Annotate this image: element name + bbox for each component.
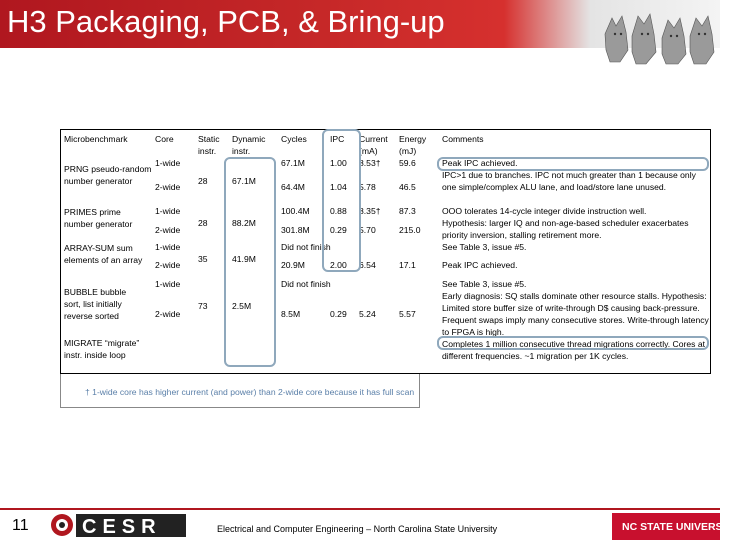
row-core: 1-wide [155, 242, 181, 252]
header-energy: Energy (mJ) [399, 134, 427, 156]
header-static: Static instr. [198, 134, 220, 156]
row-current: 5.70 [359, 225, 376, 235]
row-current: 6.54 [359, 260, 376, 270]
row-energy: 215.0 [399, 225, 421, 235]
row-current: 8.35† [359, 206, 381, 216]
footer-institution: Electrical and Computer Engineering – North Carolina State University [217, 524, 498, 534]
row-current: 5.78 [359, 182, 376, 192]
row-comments: OOO tolerates 14-cycle integer divide instruction well. [442, 206, 647, 216]
peak-ipc-highlight [437, 157, 709, 171]
row-cycles: 301.8M [281, 225, 310, 235]
footer-divider [0, 508, 720, 510]
header-current: Current (mA) [359, 134, 388, 156]
row-core: 1-wide [155, 158, 181, 168]
row-ipc: 2.00 [330, 260, 347, 270]
row-comments: See Table 3, issue #5. [442, 242, 527, 252]
row-static: 28 [198, 218, 208, 228]
row-dynamic: 2.5M [232, 301, 252, 311]
row-dynamic: 88.2M [232, 218, 256, 228]
migrate-highlight [437, 336, 709, 350]
cesr-logo [46, 511, 186, 539]
header-comments: Comments [442, 134, 484, 144]
row-comments: Hypothesis: larger IQ and non-age-based scheduler exacerbates priority inversion, stalling retirement more. [442, 218, 689, 240]
row-core: 1-wide [155, 206, 181, 216]
row-current: 8.53† [359, 158, 381, 168]
row-energy: 59.6 [399, 158, 416, 168]
row-dynamic: 67.1M [232, 176, 256, 186]
row-core: 2-wide [155, 182, 181, 192]
row-ipc: 1.04 [330, 182, 347, 192]
page-number: 11 [12, 517, 29, 534]
row-static: 28 [198, 176, 208, 186]
ncsu-logo: NC STATE UNIVERSITY [612, 513, 720, 540]
row-dynamic: 41.9M [232, 254, 256, 264]
slide-title: H3 Packaging, PCB, & Bring-up [7, 4, 445, 39]
header-core: Core [155, 134, 174, 144]
cesr-logo-text: CESR [82, 516, 162, 538]
row-ipc: 0.88 [330, 206, 347, 216]
row-core: 2-wide [155, 260, 181, 270]
row-ipc: 0.29 [330, 225, 347, 235]
footnote-box [60, 374, 420, 408]
row-static: 73 [198, 301, 208, 311]
row-comments: Completes 1 million consecutive thread migrations correctly. Cores at different frequencies. ~1 migration per 1K cycles. [442, 339, 706, 361]
row-cycles: 67.1M [281, 158, 305, 168]
row-comments: See Table 3, issue #5. [442, 279, 527, 289]
row-cycles: Did not finish [281, 242, 331, 252]
row-ipc: 1.00 [330, 158, 347, 168]
wolf-pack-logo [600, 4, 718, 64]
row-core: 2-wide [155, 309, 181, 319]
row-static: 35 [198, 254, 208, 264]
row-cycles: 64.4M [281, 182, 305, 192]
benchmark-migrate: MIGRATE “migrate” instr. inside loop [64, 338, 140, 360]
benchmark-prng: PRNG pseudo-random number generator [64, 164, 152, 186]
row-core: 1-wide [155, 279, 181, 289]
ipc-highlight [322, 129, 361, 272]
row-cycles: 20.9M [281, 260, 305, 270]
row-comments: Peak IPC achieved. [442, 260, 518, 270]
benchmark-primes: PRIMES prime number generator [64, 207, 133, 229]
row-energy: 46.5 [399, 182, 416, 192]
footnote-text: † 1-wide core has higher current (and power) than 2-wide core because it has full scan [85, 387, 415, 397]
header-cycles: Cycles [281, 134, 307, 144]
row-comments: IPC>1 due to branches. IPC not much greater than 1 because only one simple/complex ALU lane, and load/store lane unused. [442, 170, 696, 192]
row-cycles: Did not finish [281, 279, 331, 289]
row-energy: 5.57 [399, 309, 416, 319]
header-ipc: IPC [330, 134, 345, 144]
row-cycles: 100.4M [281, 206, 310, 216]
dynamic-instr-highlight [224, 157, 276, 367]
row-comments: Peak IPC achieved. [442, 158, 518, 168]
row-energy: 17.1 [399, 260, 416, 270]
row-comments: Early diagnosis: SQ stalls dominate other resource stalls. Hypothesis: Limited store buffer size of write-through D$ causing back-pressure. Frequent swaps imply many consecutive stores. Write-through latency to FPGA is high. [442, 291, 709, 337]
row-current: 5.24 [359, 309, 376, 319]
benchmark-bubble: BUBBLE bubble sort, list initially reverse sorted [64, 287, 127, 321]
row-energy: 87.3 [399, 206, 416, 216]
benchmark-array-sum: ARRAY-SUM sum elements of an array [64, 243, 143, 265]
row-cycles: 8.5M [281, 309, 301, 319]
row-core: 2-wide [155, 225, 181, 235]
header-dynamic: Dynamic instr. [232, 134, 266, 156]
benchmark-table [60, 129, 711, 374]
header-microbenchmark: Microbenchmark [64, 134, 128, 144]
row-ipc: 0.29 [330, 309, 347, 319]
